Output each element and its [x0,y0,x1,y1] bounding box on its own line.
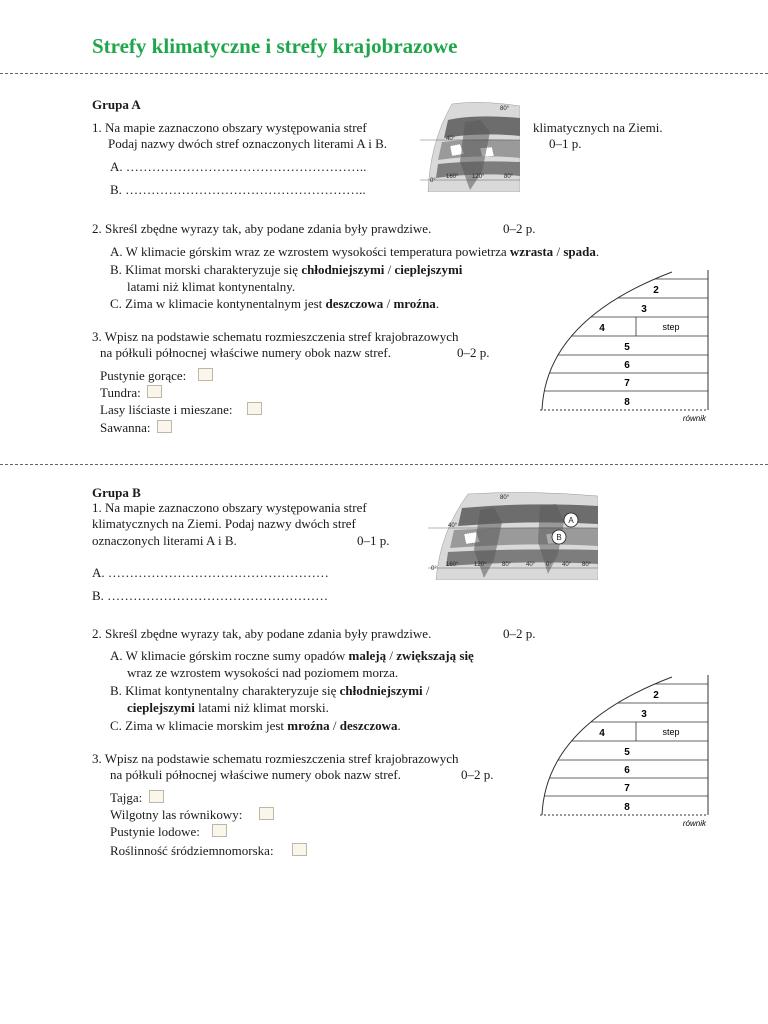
a-q1-answer-a[interactable]: A. ……………………………………………….. [110,159,367,174]
zone-number: 2 [653,690,659,701]
zones-diagram [540,675,710,830]
map-label: 120° [472,174,485,180]
a-q1-line2: Podaj nazwy dwóch stref oznaczonych literami A i B. [108,136,388,151]
zone-number: 6 [624,765,630,776]
map-label: 0° [431,566,437,572]
option-word[interactable]: cieplejszymi [394,262,463,277]
b-q1-points: 0–1 p. [357,533,390,548]
zone-number: 5 [624,747,630,758]
option-word[interactable]: chłodniejszymi [339,683,423,698]
zone-number: 5 [624,342,630,353]
b-q2-sentence-b [110,683,430,699]
b-q3-item-label: Tajga: [110,790,143,805]
a-q3-answer-box[interactable] [147,385,162,398]
a-q2-sentence-b-line2: latami niż klimat kontynentalny. [127,279,296,294]
b-q1-answer-b[interactable]: B. …………………………………………… [92,588,329,603]
a-q3-answer-box[interactable] [157,420,172,433]
b-q3-item-label: Wilgotny las równikowy: [110,807,243,822]
a-q3-item-label: Tundra: [100,385,141,400]
sentence-end: . [595,244,600,259]
option-word[interactable]: mroźna [287,718,330,733]
b-q3-line2: na półkuli północnej właściwe numery obok nazw stref. [110,767,401,782]
b-q3-answer-box[interactable] [292,843,307,856]
map-label: 160° [446,562,459,568]
option-word[interactable]: spada [563,244,596,259]
option-word[interactable]: deszczowa [325,296,384,311]
option-word[interactable]: mroźna [393,296,436,311]
a-q2-points: 0–2 p. [503,221,536,236]
zone-number: 8 [624,802,630,813]
option-word[interactable]: zwiększają się [396,648,474,663]
a-q2-sentence-a [110,244,599,260]
b-q1-line2: klimatycznych na Ziemi. Podaj nazwy dwóch stref [92,516,356,531]
b-q3-points: 0–2 p. [461,767,494,782]
zone-number: 3 [641,304,647,315]
b-q2-points: 0–2 p. [503,626,536,641]
b-q3-item-label: Roślinność śródziemnomorska: [110,843,274,858]
a-q1-answer-b[interactable]: B. ……………………………………………….. [110,182,366,197]
group-a-heading: Grupa A [92,97,141,112]
marker-b: B [556,533,562,542]
a-q3-answer-box[interactable] [247,402,262,415]
b-q3-answer-box[interactable] [212,824,227,837]
zone-label-step: step [662,727,680,737]
zone-number: 7 [624,783,630,794]
b-q1-line1: 1. Na mapie zaznaczono obszary występowania stref [92,500,367,515]
b-q3-item-label: Pustynie lodowe: [110,824,200,839]
sentence-end: . [435,296,440,311]
option-word[interactable]: chłodniejszymi [301,262,385,277]
map-label: 80° [500,495,510,501]
option-word[interactable]: maleją [348,648,387,663]
option-word[interactable]: wzrasta [509,244,554,259]
option-slash: / [383,296,394,311]
map-label: 0° [546,562,552,568]
b-q2-intro: 2. Skreśl zbędne wyrazy tak, aby podane zdania były prawdziwe. [92,626,432,641]
b-q3-line1: 3. Wpisz na podstawie schematu rozmieszczenia stref krajobrazowych [92,751,459,766]
b-q2-sentence-a-line2: wraz ze wzrostem wysokości nad poziomem morza. [127,665,399,680]
map-label: 80° [500,106,510,112]
a-q3-line1: 3. Wpisz na podstawie schematu rozmieszczenia stref krajobrazowych [92,329,459,344]
a-q2-sentence-b [110,262,462,278]
a-q3-item-label: Lasy liściaste i mieszane: [100,402,233,417]
map-label: 0° [430,178,436,184]
option-slash: / [386,648,397,663]
sentence-end: . [397,718,401,733]
option-word[interactable]: deszczowa [339,718,398,733]
map-label: 80° [504,174,514,180]
zone-number: 2 [653,285,659,296]
a-q3-line2: na półkuli północnej właściwe numery obok nazw stref. [100,345,391,360]
sentence-text: C. Zima w klimacie kontynentalnym jest [110,296,326,311]
b-q1-line3: oznaczonych literami A i B. [92,533,237,548]
zone-number: 6 [624,360,630,371]
option-slash: / [422,683,430,698]
equator-label: równik [682,414,706,423]
climate-zones-map [420,102,520,192]
a-q1-line1b: klimatycznych na Ziemi. [533,120,663,135]
a-q2-sentence-c [110,296,439,312]
sentence-text: C. Zima w klimacie morskim jest [110,718,288,733]
zone-label-step: step [662,322,680,332]
zones-diagram [540,270,710,425]
zone-number: 3 [641,709,647,720]
map-label: 40° [526,562,536,568]
sentence-text: B. Klimat kontynentalny charakteryzuje się [110,683,340,698]
a-q1-line1: 1. Na mapie zaznaczono obszary występowania stref [92,120,367,135]
a-q3-points: 0–2 p. [457,345,490,360]
a-q2-intro: 2. Skreśl zbędne wyrazy tak, aby podane zdania były prawdziwe. [92,221,432,236]
equator-label: równik [682,819,706,828]
b-q3-answer-box[interactable] [149,790,164,803]
sentence-text: B. Klimat morski charakteryzuje się [110,262,302,277]
zone-number: 4 [599,728,605,739]
sentence-text: A. W klimacie górskim wraz ze wzrostem wysokości temperatura powietrza [110,244,510,259]
zone-number: 7 [624,378,630,389]
divider [0,73,768,74]
climate-zones-map [428,492,598,580]
a-q3-answer-box[interactable] [198,368,213,381]
option-slash: / [329,718,340,733]
zone-number: 4 [599,323,605,334]
b-q2-sentence-b-line2 [127,700,329,716]
b-q2-sentence-a [110,648,474,664]
b-q1-answer-a[interactable]: A. …………………………………………… [92,565,329,580]
page-title: Strefy klimatyczne i strefy krajobrazowe [92,34,458,58]
option-slash: / [553,244,564,259]
b-q2-sentence-c [110,718,401,734]
map-label: 160° [446,174,459,180]
option-word[interactable]: cieplejszymi [127,700,195,715]
a-q3-item-label: Sawanna: [100,420,151,435]
marker-a: A [568,516,574,525]
a-q1-points: 0–1 p. [549,136,582,151]
map-label: 40° [448,523,458,529]
b-q3-answer-box[interactable] [259,807,274,820]
divider [0,464,768,465]
sentence-text: A. W klimacie górskim roczne sumy opadów [110,648,349,663]
map-label: 80° [502,562,512,568]
map-label: 120° [474,562,487,568]
map-label: 40° [562,562,572,568]
map-label: 40° [446,136,456,142]
group-b-heading: Grupa B [92,485,141,500]
map-label: 80° [582,562,592,568]
zone-number: 8 [624,397,630,408]
sentence-text: latami niż klimat morski. [194,700,329,715]
a-q3-item-label: Pustynie gorące: [100,368,187,383]
option-slash: / [384,262,395,277]
